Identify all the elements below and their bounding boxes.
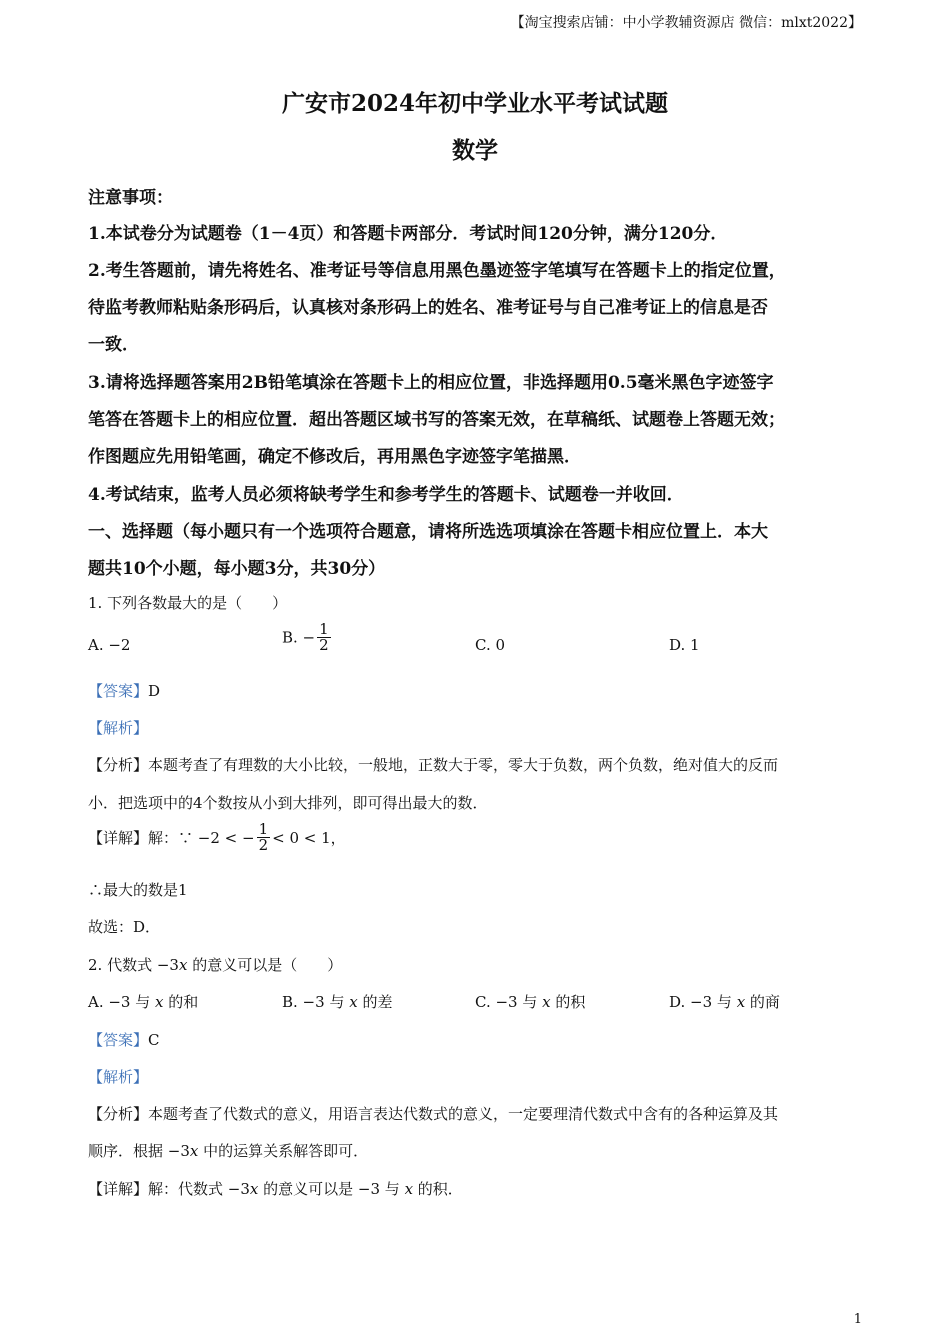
q1-option-b-label: B. − [282, 628, 316, 647]
option-var: x [736, 993, 746, 1011]
detail-text: 解：∵ −2 < − [148, 829, 255, 847]
detail-tag: 【详解】 [88, 1180, 149, 1198]
notice-heading: 注意事项： [88, 188, 173, 208]
fraction-denominator: 2 [258, 836, 269, 854]
q2-variable: x [178, 956, 188, 974]
subject-title: 数学 [452, 137, 498, 164]
notice-line: 3.请将选择题答案用2B铅笔填涂在答题卡上的相应位置，非选择题用0.5毫米黑色字迹签字 [88, 373, 774, 393]
notice-line: 一致． [88, 335, 139, 355]
q1-fenxi-cont: 小．把选项中的4个数按从小到大排列，即可得出最大的数． [88, 794, 488, 812]
detail-pre: 解：代数式 −3 [148, 1180, 250, 1198]
fenxi-text: 本题考查了代数式的意义，用语言表达代数式的意义，一定要理清代数式中含有的各种运算及其 [148, 1105, 779, 1123]
fenxi-tag: 【分析】 [88, 1105, 149, 1123]
q1-analysis-tag: 【解析】 [88, 719, 149, 737]
answer-value: C [148, 1031, 160, 1049]
q2-option-d [669, 991, 780, 1012]
section-heading-cont: 题共10个小题，每小题3分，共30分） [88, 559, 386, 579]
page-title: 广安市2024年初中学业水平考试试题 [281, 90, 668, 117]
fenxi-var: x [189, 1142, 199, 1160]
header-watermark: 【淘宝搜索店铺：中小学教辅资源店 微信：mlxt2022】 [510, 15, 862, 31]
q2-fenxi [88, 1103, 778, 1124]
option-post: 的积 [550, 993, 586, 1011]
notice-line: 作图题应先用铅笔画，确定不修改后，再用黑色字迹签字笔描黑． [88, 447, 581, 467]
q1-conclusion: ∴最大的数是1 [88, 881, 188, 899]
page-number: 1 [853, 1312, 862, 1327]
q2-fenxi-cont [88, 1140, 368, 1161]
notice-line: 2.考生答题前，请先将姓名、准考证号等信息用黑色墨迹签字笔填写在答题卡上的指定位置， [88, 261, 786, 281]
q2-option-a [88, 991, 198, 1012]
option-var: x [349, 993, 358, 1011]
q2-option-c [475, 991, 585, 1012]
option-pre: D. −3 与 [669, 993, 737, 1011]
notice-line: 4.考试结束，监考人员必须将缺考学生和参考学生的答题卡、试题卷一并收回． [88, 485, 684, 505]
detail-mid: 的意义可以是 −3 与 [258, 1180, 405, 1198]
fraction-numerator: 1 [319, 620, 329, 638]
detail-var: x [404, 1180, 414, 1198]
option-pre: B. −3 与 [282, 993, 350, 1011]
fraction-numerator: 1 [258, 820, 269, 838]
notice-line: 待监考教师粘贴条形码后，认真核对条形码上的姓名、准考证号与自己准考证上的信息是否 [88, 298, 768, 318]
q2-answer [88, 1029, 160, 1050]
fenxi-text: 本题考查了有理数的大小比较，一般地，正数大于零，零大于负数，两个负数，绝对值大的反而 [148, 756, 779, 774]
q2-stem-pre: 2. 代数式 −3 [88, 956, 179, 974]
detail-tag: 【详解】 [88, 829, 149, 847]
detail-text-end: < 0 < 1， [272, 829, 346, 847]
option-post: 的商 [745, 993, 780, 1011]
q2-analysis-tag: 【解析】 [88, 1068, 149, 1086]
q2-detail [88, 1178, 463, 1199]
q1-option-a: A. −2 [88, 636, 131, 654]
option-post: 的和 [163, 993, 199, 1011]
fraction [317, 622, 331, 653]
fraction [257, 822, 271, 853]
answer-tag: 【答案】 [88, 1031, 149, 1049]
q1-option-c: C. 0 [475, 636, 506, 654]
section-heading: 一、选择题（每小题只有一个选项符合题意，请将所选选项填涂在答题卡相应位置上．本大 [88, 522, 768, 542]
q1-detail [88, 822, 346, 853]
option-var: x [155, 993, 164, 1011]
fenxi-post: 中的运算关系解答即可． [198, 1142, 369, 1160]
q1-choice: 故选：D． [88, 918, 161, 936]
fraction-denominator: 2 [319, 636, 329, 654]
fenxi-tag: 【分析】 [88, 756, 149, 774]
q1-stem: 1. 下列各数最大的是（ ） [88, 594, 288, 612]
option-pre: A. −3 与 [88, 993, 156, 1011]
option-post: 的差 [357, 993, 393, 1011]
q2-option-b [282, 991, 392, 1012]
notice-line: 1.本试卷分为试题卷（1－4页）和答题卡两部分．考试时间120分钟，满分120分． [88, 224, 728, 244]
detail-var: x [249, 1180, 259, 1198]
answer-value: D [148, 682, 161, 700]
q1-option-d: D. 1 [669, 636, 700, 654]
q1-answer [88, 680, 160, 701]
q1-option-b [282, 622, 333, 653]
q2-stem [88, 954, 342, 975]
option-var: x [542, 993, 551, 1011]
detail-post: 的积． [413, 1180, 463, 1198]
fenxi-pre: 顺序．根据 −3 [88, 1142, 190, 1160]
q1-fenxi [88, 754, 778, 775]
option-pre: C. −3 与 [475, 993, 543, 1011]
notice-line: 笔答在答题卡上的相应位置．超出答题区域书写的答案无效，在草稿纸、试题卷上答题无效； [88, 410, 785, 430]
answer-tag: 【答案】 [88, 682, 149, 700]
q2-stem-post: 的意义可以是（ ） [187, 956, 343, 974]
